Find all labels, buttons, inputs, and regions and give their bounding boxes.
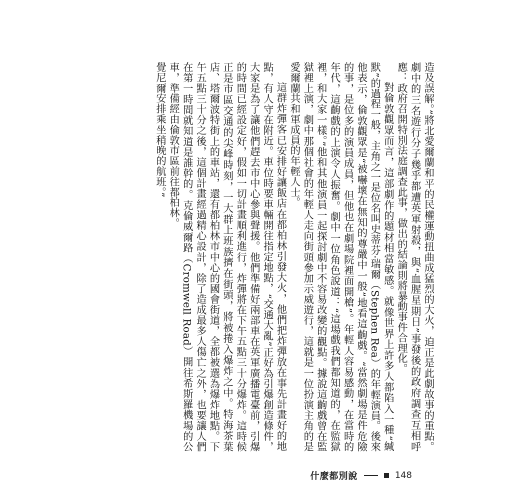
paragraph: 造及誤解。”將北愛爾蘭和平的民權運動扭曲成猛烈的大火，迫正是此劇故事的重點。劇中的三名遊行分子幾乎都遭英軍射殺，與“血腥星期日”事發後的政府調查互相呼應：政府召開特別法庭調查此事，做出的結論則將暴動事件合理化。 — [395, 62, 433, 452]
paragraph: 覺尼爾安排乘坐稍晚的航班。” — [153, 62, 165, 198]
footer-bullet-icon — [384, 473, 389, 478]
footer-rule — [364, 475, 378, 476]
body-text — [74, 62, 434, 452]
page-footer — [310, 469, 412, 482]
page-number: 148 — [394, 470, 412, 481]
paragraph: 這群炸彈客已安排好讓飯店在都柏林引發大火，他們把炸彈放在事先計畫好的地點，有人守在附近。車位時要車輛開往指定地點，“交通大亂”正好為引爆創造條件，大家是為了讓他們趕去市中心參與聲援。他們準備好兩部車在英軍廣播電臺前，引爆的時間已經設定好，假如一切計畫順利進行，炸彈將在下午五點三十分爆炸。這時候正是市區交通的尖峰時刻，一大群上班族擠在街頭，將被捲入爆炸之中。特海茶葉店、塔爾波特街上的車站，還有都柏林市中心的國會街道，全都被選為爆炸地點。下午五點三十分之後，這個計畫經過精心設計，除了造成最多人傷亡之外，也要讓人們在第一時間就知道是誰幹的。克倫威爾路（Cromwell Road）開往希斯羅機場的公車，準備經由倫敦市區前往都柏林。 — [167, 62, 286, 452]
book-title: 什麼都別說 — [310, 472, 358, 482]
paragraph: 對倫敦觀眾而言，這部劇作的題材相當敏感。就像世界上許多人都陷入一種“緘默”的過程一般，主角之一是位名叫史蒂芬·瑞爾（Stephen Rea）的年輕演員。後來他表示，倫敦觀眾是“被嚇壞在無知的尊嚴中一般”地看這齣戲。“當然劇場是件危險的事，是位多的演員成員，但他也在劇場院裡面開槍”。年輕人容易感動，在當時的年代，這齣戲的上演令人振奮。劇中一位角色說道：“這場戲我們都知道的，在監獄裡，和大家一樣。”他和其他演員一起探討劇中不容易改變的觀點。據說這齣戲曾在監獄裡上演，劇中那個社會的年輕人走向街頭參加示威遊行，這就是一位扮演主角的是愛爾蘭共和軍成員的年輕人士。 — [287, 62, 393, 452]
